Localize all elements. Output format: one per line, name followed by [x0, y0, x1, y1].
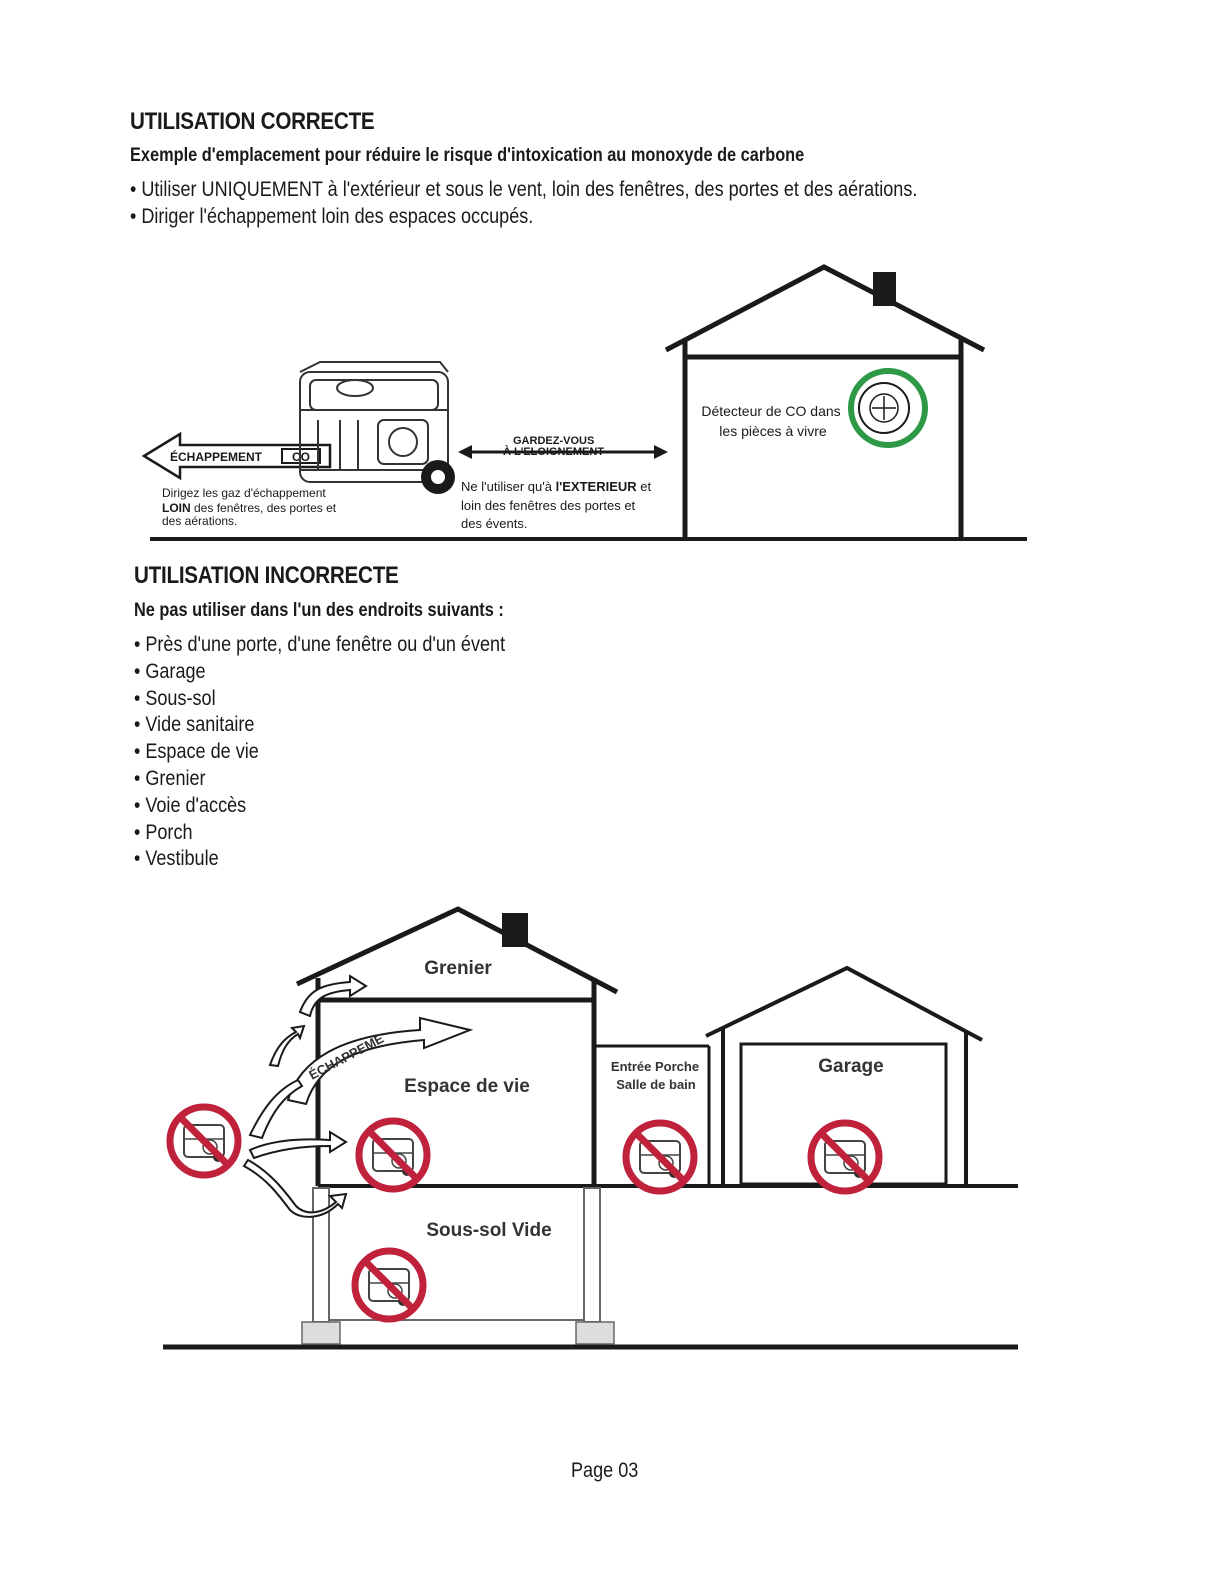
exhaust-note-line3: des aérations.: [162, 514, 238, 528]
list-item: • Porch: [134, 820, 505, 847]
prohibited-sign-garage: [811, 1123, 879, 1191]
exhaust-label: ÉCHAPPEME: [306, 1030, 387, 1083]
footing-left: [302, 1322, 340, 1344]
list-item: • Vide sanitaire: [134, 712, 505, 739]
co-label: CO: [292, 450, 310, 464]
outdoor-note-line3: des évents.: [461, 516, 528, 531]
list-item: • Grenier: [134, 766, 505, 793]
exhaust-note-emphasis: LOIN: [162, 501, 191, 515]
exhaust-note-line2: des fenêtres, des portes et: [190, 501, 337, 515]
exhaust-label: ÉCHAPPEMENT: [170, 450, 263, 464]
page-number: Page 03: [571, 1459, 639, 1482]
prohibited-sign-living: [359, 1121, 427, 1189]
list-item: • Vestibule: [134, 846, 505, 873]
attic-label: Grenier: [424, 958, 492, 979]
list-item: • Diriger l'échappement loin des espaces occupés.: [130, 204, 917, 231]
incorrect-title: UTILISATION INCORRECTE: [134, 562, 399, 589]
porch-label-line2: Salle de bain: [616, 1077, 696, 1092]
detector-label-line1: Détecteur de CO dans: [701, 403, 841, 419]
list-item: • Utiliser UNIQUEMENT à l'extérieur et sous le vent, loin des fenêtres, des portes et des aérations.: [130, 177, 917, 204]
correct-title: UTILISATION CORRECTE: [130, 108, 375, 135]
living-label: Espace de vie: [404, 1076, 530, 1097]
list-item: • Près d'une porte, d'une fenêtre ou d'un évent: [134, 632, 505, 659]
list-item: • Espace de vie: [134, 739, 505, 766]
prohibited-sign-basement: [355, 1251, 423, 1319]
prohibited-sign-porch: [626, 1123, 694, 1191]
list-item: • Garage: [134, 659, 505, 686]
prohibited-sign-near-window: [170, 1107, 238, 1175]
outdoor-note-start: Ne l'utiliser qu'à: [461, 479, 556, 494]
chimney: [502, 913, 528, 947]
garage-label: Garage: [818, 1056, 884, 1077]
list-item: • Sous-sol: [134, 686, 505, 713]
footing-right: [576, 1322, 614, 1344]
porch-label-line1: Entrée Porche: [610, 1059, 700, 1074]
outdoor-note-end: et: [636, 479, 652, 494]
list-item: • Voie d'accès: [134, 793, 505, 820]
distance-label-line1: GARDEZ-VOUS: [513, 435, 595, 447]
basement-label: Sous-sol Vide: [426, 1220, 552, 1241]
detector-label-line2: les pièces à vivre: [719, 423, 827, 439]
incorrect-subtitle: Ne pas utiliser dans l'un des endroits suivants :: [134, 600, 504, 621]
correct-subtitle: Exemple d'emplacement pour réduire le risque d'intoxication au monoxyde de carbone: [130, 145, 805, 166]
distance-label-line2: À L'ELOIGNEMENT: [503, 446, 605, 458]
outdoor-note-emphasis: l'EXTERIEUR: [555, 479, 637, 494]
outdoor-note-line2: loin des fenêtres des portes et: [461, 498, 636, 513]
exhaust-note-line1: Dirigez les gaz d'échappement: [162, 486, 326, 500]
